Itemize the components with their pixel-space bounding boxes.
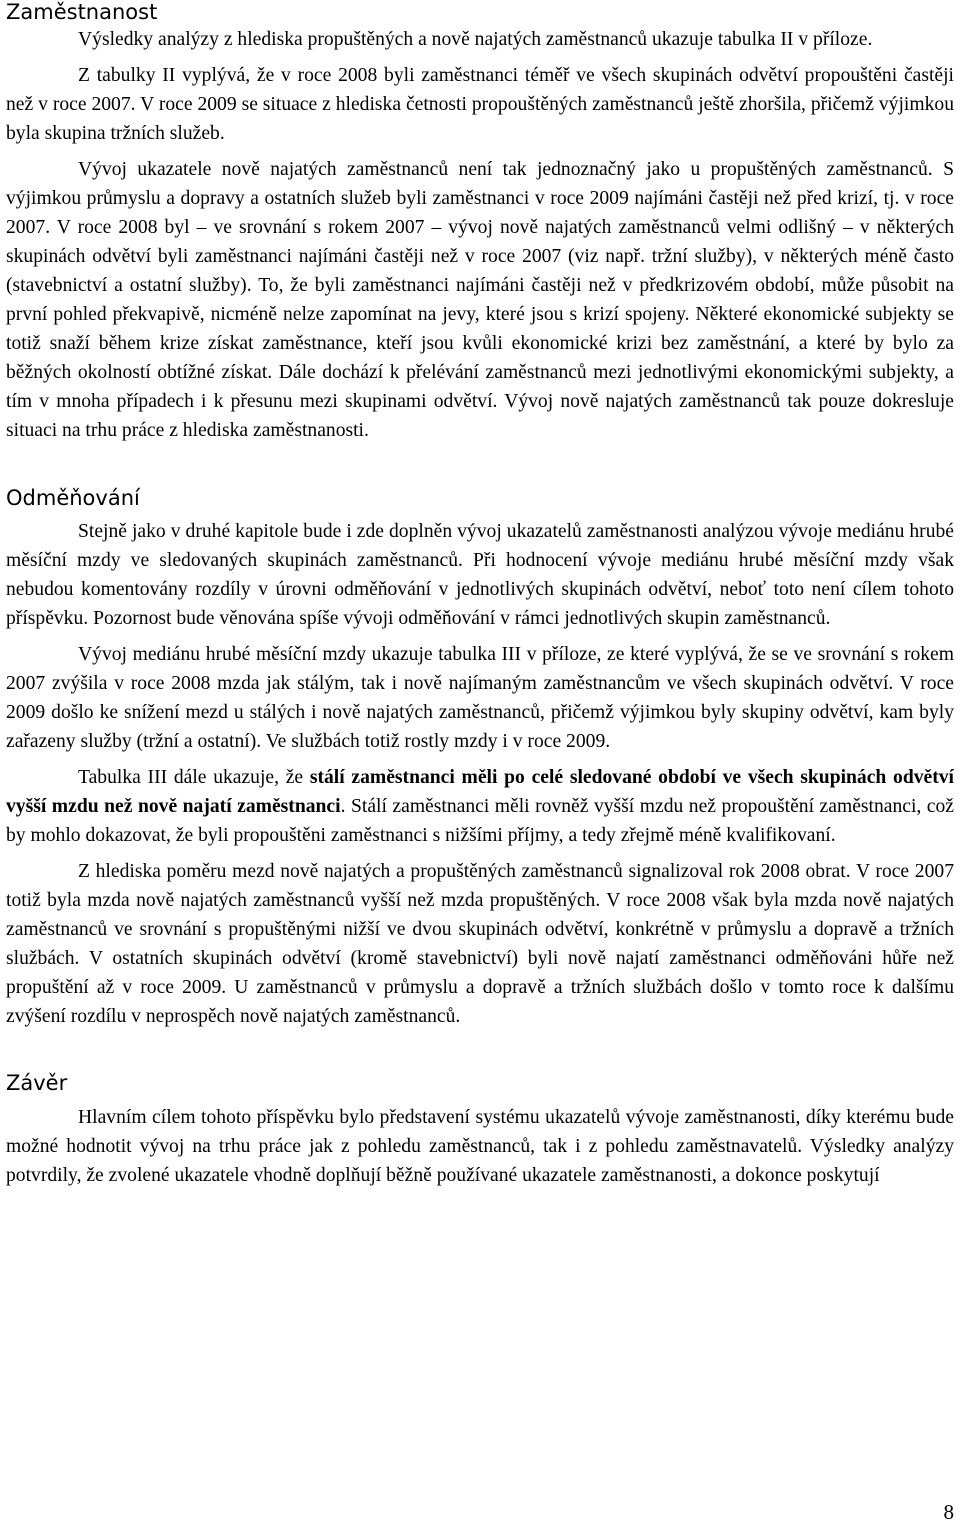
paragraph-conclusion-1: Hlavním cílem tohoto příspěvku bylo představení systému ukazatelů vývoje zaměstnanosti, díky kterému bude možné hodnotit vývoj na trhu práce jak z pohledu zaměstnanců, tak i z pohledu zaměstnavatelů. Výsledky analýzy potvrdily, že zvolené ukazatele vhodně doplňují běžně používané ukazatele zaměstnanosti, a dokonce poskytují [6, 1107, 954, 1186]
paragraph-remuneration-3-tail: . Stálí zaměstnanci měli rovněž vyšší mzdu než propouštění zaměstnanci, což by mohlo dokazovat, že byli propouštěni zaměstnanci s nižšími příjmy, a tedy zřejmě méně kvalifikovaní. [6, 796, 954, 846]
paragraph-employment-1: Výsledky analýzy z hlediska propuštěných a nově najatých zaměstnanců ukazuje tabulka II v příloze. [78, 29, 873, 50]
paragraph-employment-3: Vývoj ukazatele nově najatých zaměstnanců není tak jednoznačný jako u propuštěných zaměstnanců. S výjimkou průmyslu a dopravy a ostatních služeb byli zaměstnanci v roce 2009 najímáni častěji než před krizí, tj. v roce 2007. V roce 2008 byl – ve srovnání s rokem 2007 – vývoj nově najatých zaměstnanců velmi odlišný – v některých skupinách odvětví byli zaměstnanci najímáni častěji než v roce 2007 (viz např. tržní služby), v některých méně často (stavebnictví a ostatní služby). To, že byli zaměstnanci najímáni častěji než v předkrizovém období, může působit na první pohled překvapivě, nicméně nelze zapomínat na jevy, které jsou s krizí spojeny. Některé ekonomické subjekty se totiž snaží během krize získat zaměstnance, kteří jsou kvůli ekonomické krizi bez zaměstnání, a které by bylo za běžných okolností obtížné získat. Dále dochází k přelévání zaměstnanců mezi jednotlivými ekonomickými subjekty, a tím v mnoha případech i k přesunu mezi skupinami odvětví. Vývoj nově najatých zaměstnanců tak pouze dokresluje situaci na trhu práce z hlediska zaměstnanosti. [6, 159, 954, 441]
heading-conclusion: Závěr [6, 1071, 68, 1095]
heading-employment: Zaměstnanost [6, 0, 158, 24]
paragraph-employment-2: Z tabulky II vyplývá, že v roce 2008 byli zaměstnanci téměř ve všech skupinách odvětví propouštěni častěji než v roce 2007. V roce 2009 se situace z hlediska četnosti propouštěných zaměstnanců ještě zhoršila, přičemž výjimkou byla skupina tržních služeb. [6, 65, 954, 144]
page-number: 8 [943, 1500, 954, 1524]
paragraph-remuneration-3 [6, 763, 954, 850]
heading-remuneration: Odměňování [6, 486, 140, 510]
paragraph-remuneration-2: Vývoj mediánu hrubé měsíční mzdy ukazuje tabulka III v příloze, ze které vyplývá, že se ve srovnání s rokem 2007 zvýšila v roce 2008 mzda jak stálým, tak i nově najímaným zaměstnancům ve všech skupinách odvětví. V roce 2009 došlo ke snížení mezd u stálých i nově najatých zaměstnanců, přičemž výjimkou byly skupiny odvětví, kam byly zařazeny služby (tržní a ostatní). Ve službách totiž rostly mzdy i v roce 2009. [6, 644, 954, 752]
paragraph-remuneration-1: Stejně jako v druhé kapitole bude i zde doplněn vývoj ukazatelů zaměstnanosti analýzou vývoje mediánu hrubé měsíční mzdy ve sledovaných skupinách zaměstnanců. Při hodnocení vývoje mediánu hrubé měsíční mzdy však nebudou komentovány rozdíly v úrovni odměňování v jednotlivých skupinách odvětví, neboť toto není cílem tohoto příspěvku. Pozornost bude věnována spíše vývoji odměňování v rámci jednotlivých skupin zaměstnanců. [6, 521, 954, 629]
paragraph-remuneration-3-emphasis: stálí zaměstnanci měli po celé sledované období ve všech skupinách odvětví vyšší mzdu než nově najatí zaměstnanci [6, 767, 954, 817]
document-page [6, 0, 954, 1190]
paragraph-remuneration-3-lead: Tabulka III dále ukazuje, že [78, 767, 310, 788]
paragraph-remuneration-4: Z hlediska poměru mezd nově najatých a propuštěných zaměstnanců signalizoval rok 2008 obrat. V roce 2007 totiž byla mzda nově najatých zaměstnanců vyšší než mzda propuštěných. V roce 2008 však byla mzda nově najatých zaměstnanců ve srovnání s propuštěnými nižší ve dvou skupinách odvětví, konkrétně v průmyslu a dopravě a tržních službách. V ostatních skupinách odvětví (kromě stavebnictví) byli nově najatí zaměstnanci odměňováni hůře než propuštění až v roce 2009. U zaměstnanců v průmyslu a dopravě a tržních službách došlo v tomto roce k dalšímu zvýšení rozdílu v neprospěch nově najatých zaměstnanců. [6, 861, 954, 1027]
